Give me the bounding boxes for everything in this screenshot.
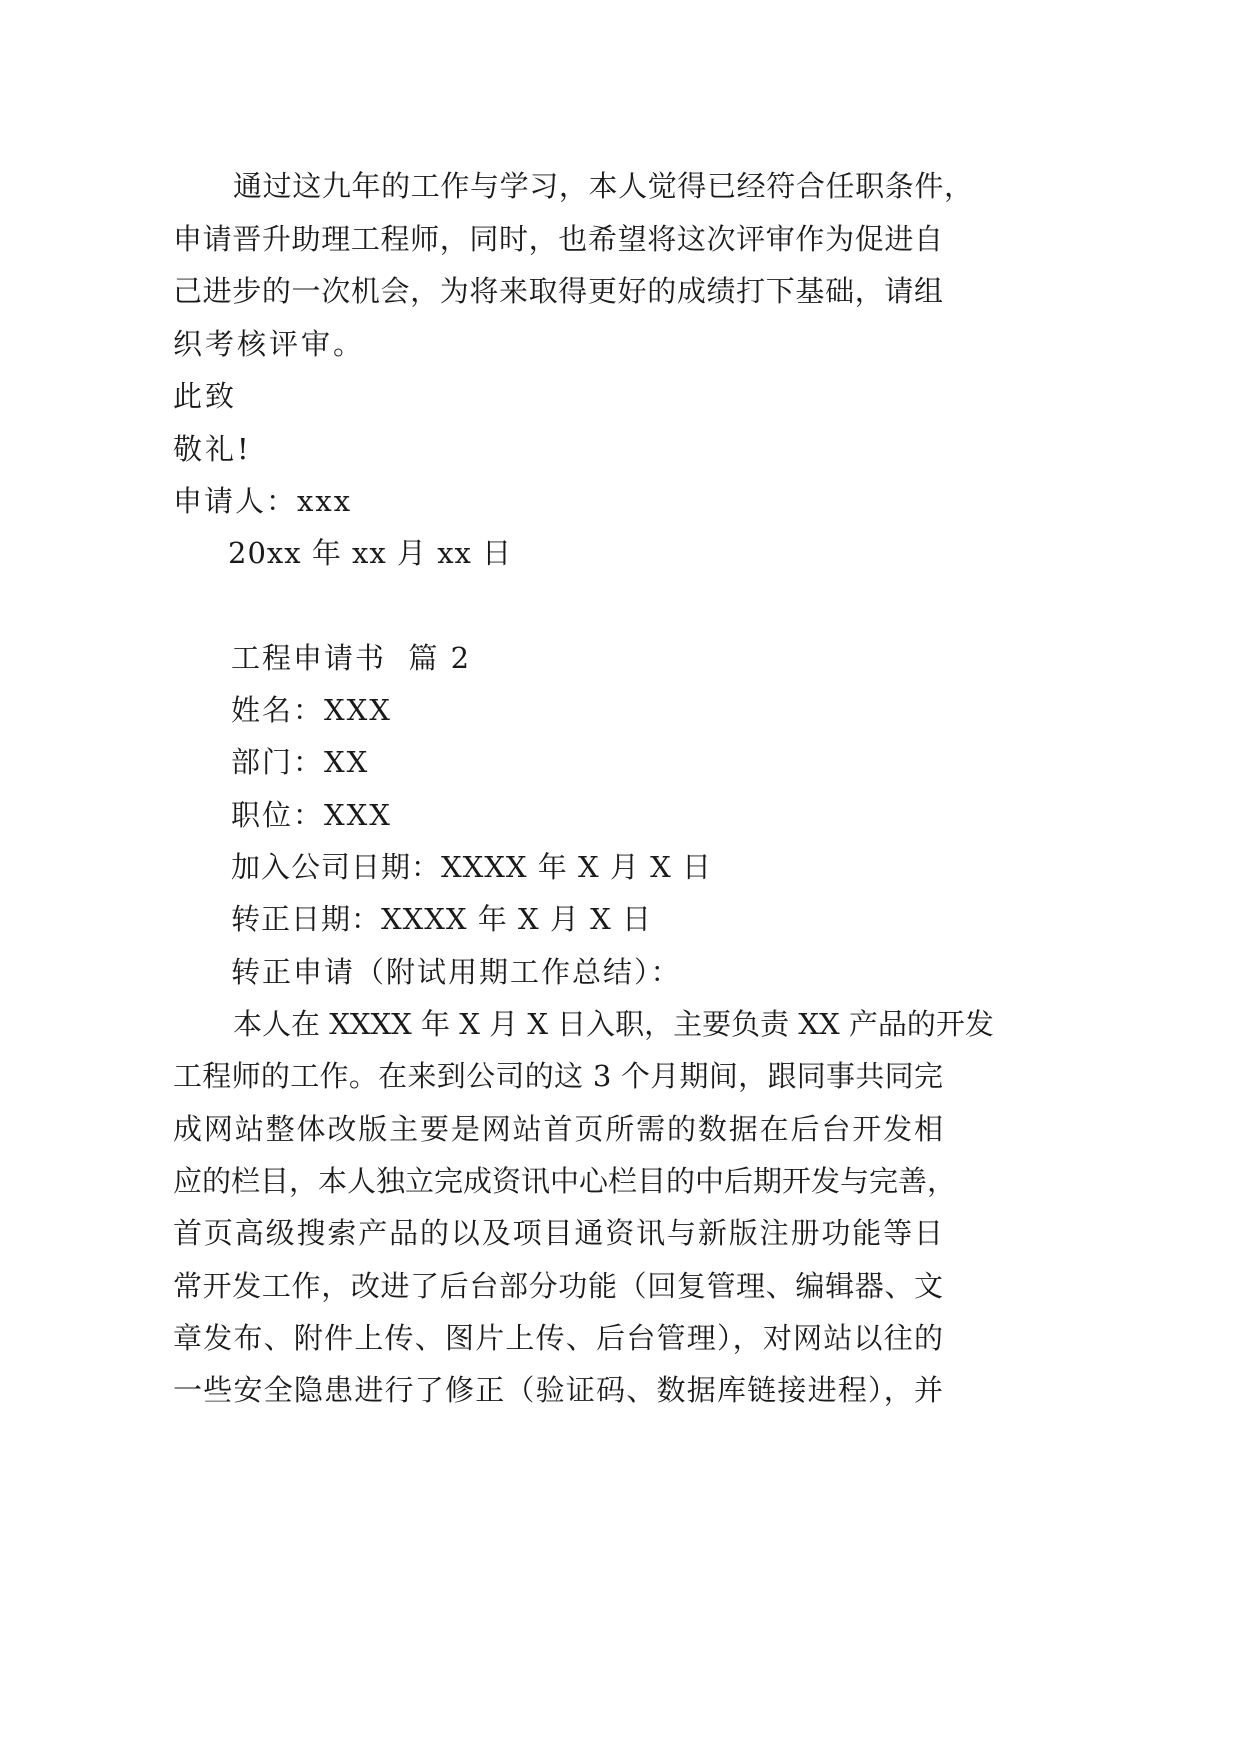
- paragraph-2-line-3: 成网站整体改版主要是网站首页所需的数据在后台开发相: [173, 1112, 943, 1146]
- paragraph-1-line-4: 织考核评审。: [173, 327, 366, 361]
- section-title: 工程申请书 篇 2: [231, 641, 472, 675]
- applicant-line: 申请人：xxx: [173, 484, 353, 518]
- field-join-date: 加入公司日期：XXXX 年 X 月 X 日: [231, 850, 712, 884]
- date-line: 20xx 年 xx 月 xx 日: [228, 536, 513, 570]
- regards: 敬礼!: [173, 432, 252, 466]
- salutation: 此致: [173, 379, 238, 413]
- field-name: 姓名：XXX: [231, 693, 392, 727]
- paragraph-2-line-7: 章发布、附件上传、图片上传、后台管理），对网站以往的: [173, 1321, 943, 1355]
- paragraph-1-line-3: 己进步的一次机会，为将来取得更好的成绩打下基础，请组: [173, 274, 943, 308]
- paragraph-2-line-5: 首页高级搜索产品的以及项目通资讯与新版注册功能等日: [173, 1216, 943, 1250]
- paragraph-2-line-2: 工程师的工作。在来到公司的这 3 个月期间，跟同事共同完: [173, 1059, 943, 1093]
- field-position: 职位：XXX: [231, 798, 392, 832]
- paragraph-2-line-4: 应的栏目，本人独立完成资讯中心栏目的中后期开发与完善，: [173, 1164, 957, 1198]
- paragraph-2-line-8: 一些安全隐患进行了修正（验证码、数据库链接进程），并: [173, 1373, 943, 1407]
- paragraph-2-line-1: 本人在 XXXX 年 X 月 X 日入职，主要负责 XX 产品的开发: [233, 1007, 994, 1041]
- paragraph-1-line-1: 通过这九年的工作与学习，本人觉得已经符合任职条件，: [233, 169, 973, 203]
- paragraph-1-line-2: 申请晋升助理工程师，同时，也希望将这次评审作为促进自: [173, 222, 943, 256]
- field-regularization-date: 转正日期：XXXX 年 X 月 X 日: [231, 902, 652, 936]
- field-regularization-application: 转正申请（附试用期工作总结）：: [231, 955, 682, 989]
- paragraph-2-line-6: 常开发工作，改进了后台部分功能（回复管理、编辑器、文: [173, 1269, 943, 1303]
- field-department: 部门：XX: [231, 745, 370, 779]
